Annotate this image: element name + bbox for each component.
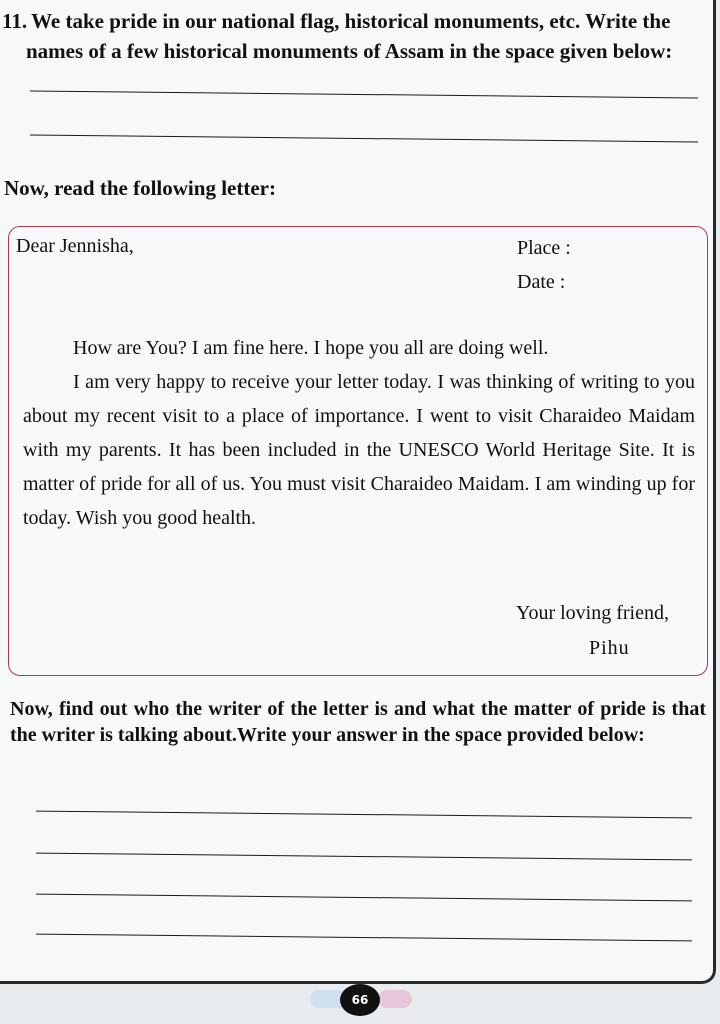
question-number: 11. xyxy=(2,9,28,33)
question-11 xyxy=(2,6,708,66)
answer-line-2[interactable] xyxy=(30,135,698,143)
letter-paragraph-2: I am very happy to receive your letter today. I was thinking of writing to you about my recent visit to a place of importance. I went to visit Charaideo Maidam with my parents. It has been included in the UNESCO World Heritage Site. It is matter of pride for all of us. You must visit Charaideo Maidam. I am winding up for today. Wish you good health. xyxy=(23,371,695,529)
letter-paragraph-1: How are You? I am fine here. I hope you all are doing well. xyxy=(73,337,549,359)
page-number: 66 xyxy=(340,984,380,1016)
page-footer xyxy=(300,984,420,1020)
answer-line-6[interactable] xyxy=(36,934,692,942)
answer-line-3[interactable] xyxy=(36,811,692,819)
cloud-decoration-icon xyxy=(378,990,412,1008)
answer-line-1[interactable] xyxy=(30,91,698,99)
letter-signature: Pihu xyxy=(589,637,630,659)
letter-closing: Your loving friend, xyxy=(516,602,669,624)
letter-box xyxy=(8,226,708,676)
question-11-line-2: names of a few historical monuments of Assam in the space given below: xyxy=(26,39,673,63)
section-heading: Now, read the following letter: xyxy=(4,176,276,200)
letter-salutation: Dear Jennisha, xyxy=(16,235,134,257)
question-11-line-1: We take pride in our national flag, historical monuments, etc. Write the xyxy=(31,9,671,33)
letter-place-label: Place : xyxy=(517,237,571,259)
answer-line-4[interactable] xyxy=(36,853,692,861)
letter-body xyxy=(23,331,695,535)
answer-line-5[interactable] xyxy=(36,894,692,902)
letter-date-label: Date : xyxy=(517,271,566,293)
question-writer-of-letter: Now, find out who the writer of the letter is and what the matter of pride is that the writer is talking about.Write your answer in the space provided below: xyxy=(10,698,706,746)
